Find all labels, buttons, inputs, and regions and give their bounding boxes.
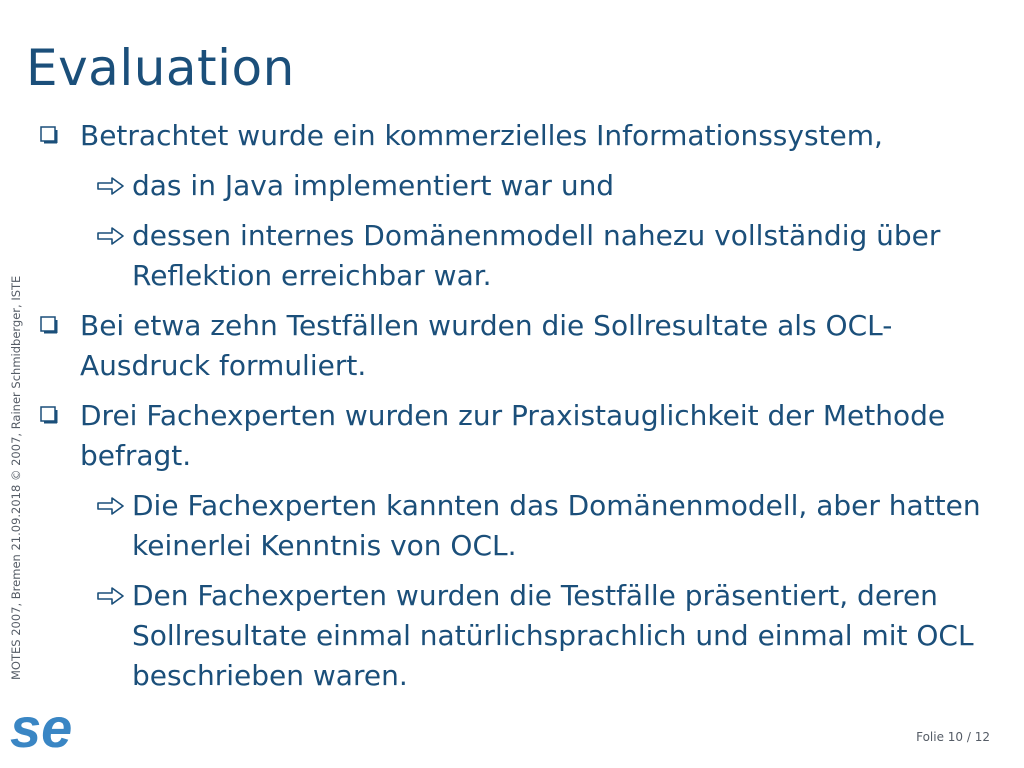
sidebar-meta (6, 120, 26, 680)
bullet-text: Drei Fachexperten wurden zur Praxistauglichkeit der Methode befragt. (80, 399, 946, 472)
arrow-right-icon (96, 226, 126, 246)
sub-bullet-text: Den Fachexperten wurden die Testfälle präsentiert, deren Sollresultate einmal natürlichsprachlich und einmal mit OCL beschrieben waren. (132, 579, 974, 692)
slide-title: Evaluation (26, 39, 295, 97)
logo-text: se (10, 703, 73, 751)
sub-bullet-item (36, 216, 1016, 296)
slide-content (36, 116, 1016, 706)
bullet-text: Bei etwa zehn Testfällen wurden die Sollresultate als OCL-Ausdruck formuliert. (80, 309, 893, 382)
sub-bullet-item (36, 576, 1016, 696)
sub-bullet-text: das in Java implementiert war und (132, 169, 615, 202)
bullet-item (36, 306, 1016, 386)
se-logo (10, 703, 76, 751)
sub-bullet-item (36, 486, 1016, 566)
bullet-item (36, 396, 1016, 476)
sub-bullet-text: Die Fachexperten kannten das Domänenmodell, aber hatten keinerlei Kenntnis von OCL. (132, 489, 981, 562)
arrow-right-icon (96, 176, 126, 196)
sub-bullet-text: dessen internes Domänenmodell nahezu vollständig über Reflektion erreichbar war. (132, 219, 941, 292)
arrow-right-icon (96, 586, 126, 606)
arrow-right-icon (96, 496, 126, 516)
sub-bullet-item (36, 166, 1016, 206)
checkbox-bullet-icon (40, 126, 58, 144)
sidebar-meta-text: MOTES 2007, Bremen 21.09.2018 © 2007, Rainer Schmidberger, ISTE (9, 275, 23, 680)
slide-number: Folie 10 / 12 (916, 730, 990, 744)
bullet-text: Betrachtet wurde ein kommerzielles Informationssystem, (80, 119, 883, 152)
checkbox-bullet-icon (40, 316, 58, 334)
bullet-item (36, 116, 1016, 156)
checkbox-bullet-icon (40, 406, 58, 424)
